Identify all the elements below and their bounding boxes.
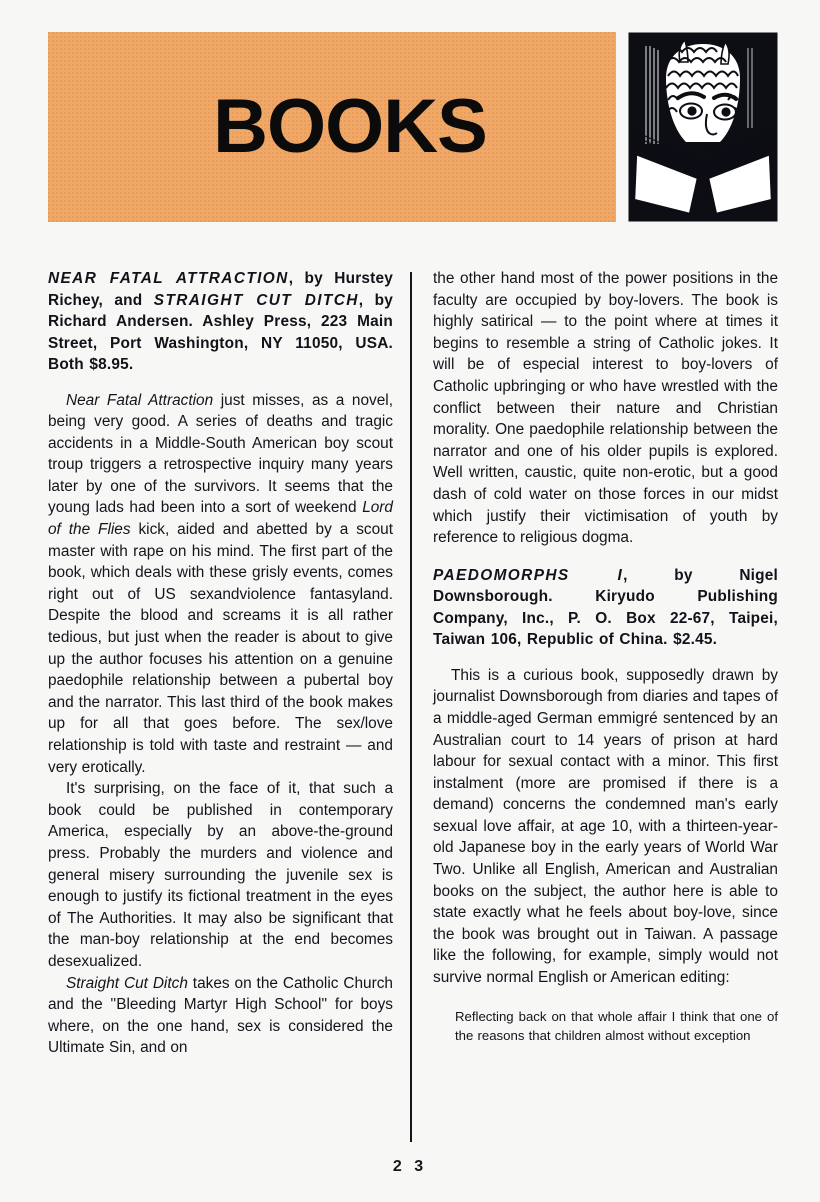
citation-2-tail: , by Nigel Downsborough. Kiryudo Publishing Company, Inc., P. O. Box 22-67, Taipei, Taiwan 106, Republic of China. $2.45. — [433, 566, 778, 649]
citation-1-tail: , by Richard Andersen. Ashley Press, 223 Main Street, Port Washington, NY 11050, USA. Both $8.95. — [48, 291, 393, 373]
book-citation-1 — [48, 268, 393, 376]
page-number: 2 3 — [392, 1158, 428, 1175]
paragraph-2: It's surprising, on the face of it, that such a book could be published in contemporary America, especially by an above-the-ground press. Probably the murders and violence and general misery surrounding the juvenile sex is enough to justify its fictional treatment in the eyes of The Authorities. It may also be significant that the man-boy relationship at the end becomes desexualized. — [48, 780, 393, 970]
paragraph-1 — [48, 390, 393, 779]
paragraph-1-post: kick, aided and abetted by a scout master with rape on his mind. The first part of the book, which deals with these grisly events, comes right out of US sexandviolence fantasyland. Despite the blood and screams it is all rather tedious, but just when the reader is about to give up the author focuses his attention on a genuine paedophile relationship between a pubertal boy and the narrator. This last third of the book makes up for all that goes before. The sex/love relationship is told with taste and restraint — and very erotically. — [48, 521, 393, 776]
paragraph-continuation: the other hand most of the power positions in the faculty are occupied by boy-lovers. The book is highly satirical — to the point where at times it begins to resemble a string of Catholic jokes. It will be of especial interest to boy-lovers of Catholic upbringing or who have wrestled with the conflict between their nature and Christian morality. One paedophile relationship between the narrator and one of his older pupils is explored. Well written, caustic, quite non-erotic, but a good dash of cold water on those forces in our midst which justify their victimisation of youth by reference to religious dogma. — [433, 270, 778, 547]
child-reading-book-illustration — [628, 32, 778, 222]
paragraph-1-mid: just misses, as a novel, being very good. A series of deaths and tragic accidents in a Middle-South American boy scout troup triggers a retrospective inquiry many years later by one of the survivors. It seems that the young lads had been into a sort of weekend — [48, 391, 393, 517]
book-title-straight-cut-ditch: STRAIGHT CUT DITCH — [153, 291, 359, 309]
paragraph-3 — [48, 973, 393, 1059]
book-citation-2 — [433, 565, 778, 651]
paragraph-4: This is a curious book, supposedly drawn by journalist Downsborough from diaries and tapes of a middle-aged German emmigré sentenced by an Australian court to 14 years of prison at hard labour for sexual contact with a minor. This first instalment (more are promised if there is a demand) concerns the condemned man's early sexual love affair, at age 10, with a thirteen-year-old Japanese boy in the early years of World War Two. Unlike all English, American and Australian books on the subject, the author here is able to state exactly what he feels about boy-love, since the book was brought out in Taiwan. A passage like the following, for example, simply would not survive normal English or American editing: — [433, 666, 778, 987]
page-title: BOOKS — [213, 84, 487, 169]
paragraph-3-post: takes on the Catholic Church and the ''Bleeding Martyr High School'' for boys where, on the one hand, sex is considered the Ultimate Sin, and on — [48, 974, 393, 1057]
book-title-paedomorphs-i: PAEDOMORPHS I — [433, 566, 624, 584]
inline-title-lord-of-the-flies: Lord of the Flies — [48, 499, 393, 539]
right-column — [433, 268, 778, 1046]
inline-title-straight-cut-ditch: Straight Cut Ditch — [66, 974, 188, 992]
masthead — [48, 32, 778, 222]
books-banner — [48, 32, 616, 222]
left-column — [48, 268, 393, 1059]
pull-quote: Reflecting back on that whole affair I think that one of the reasons that children almost without exception — [455, 1008, 778, 1044]
column-divider — [410, 272, 412, 1142]
inline-title-near-fatal-attraction: Near Fatal Attraction — [66, 391, 214, 409]
book-title-near-fatal-attraction: NEAR FATAL ATTRACTION — [48, 270, 289, 287]
citation-1-mid: , by Hurstey Richey, and — [48, 270, 394, 309]
